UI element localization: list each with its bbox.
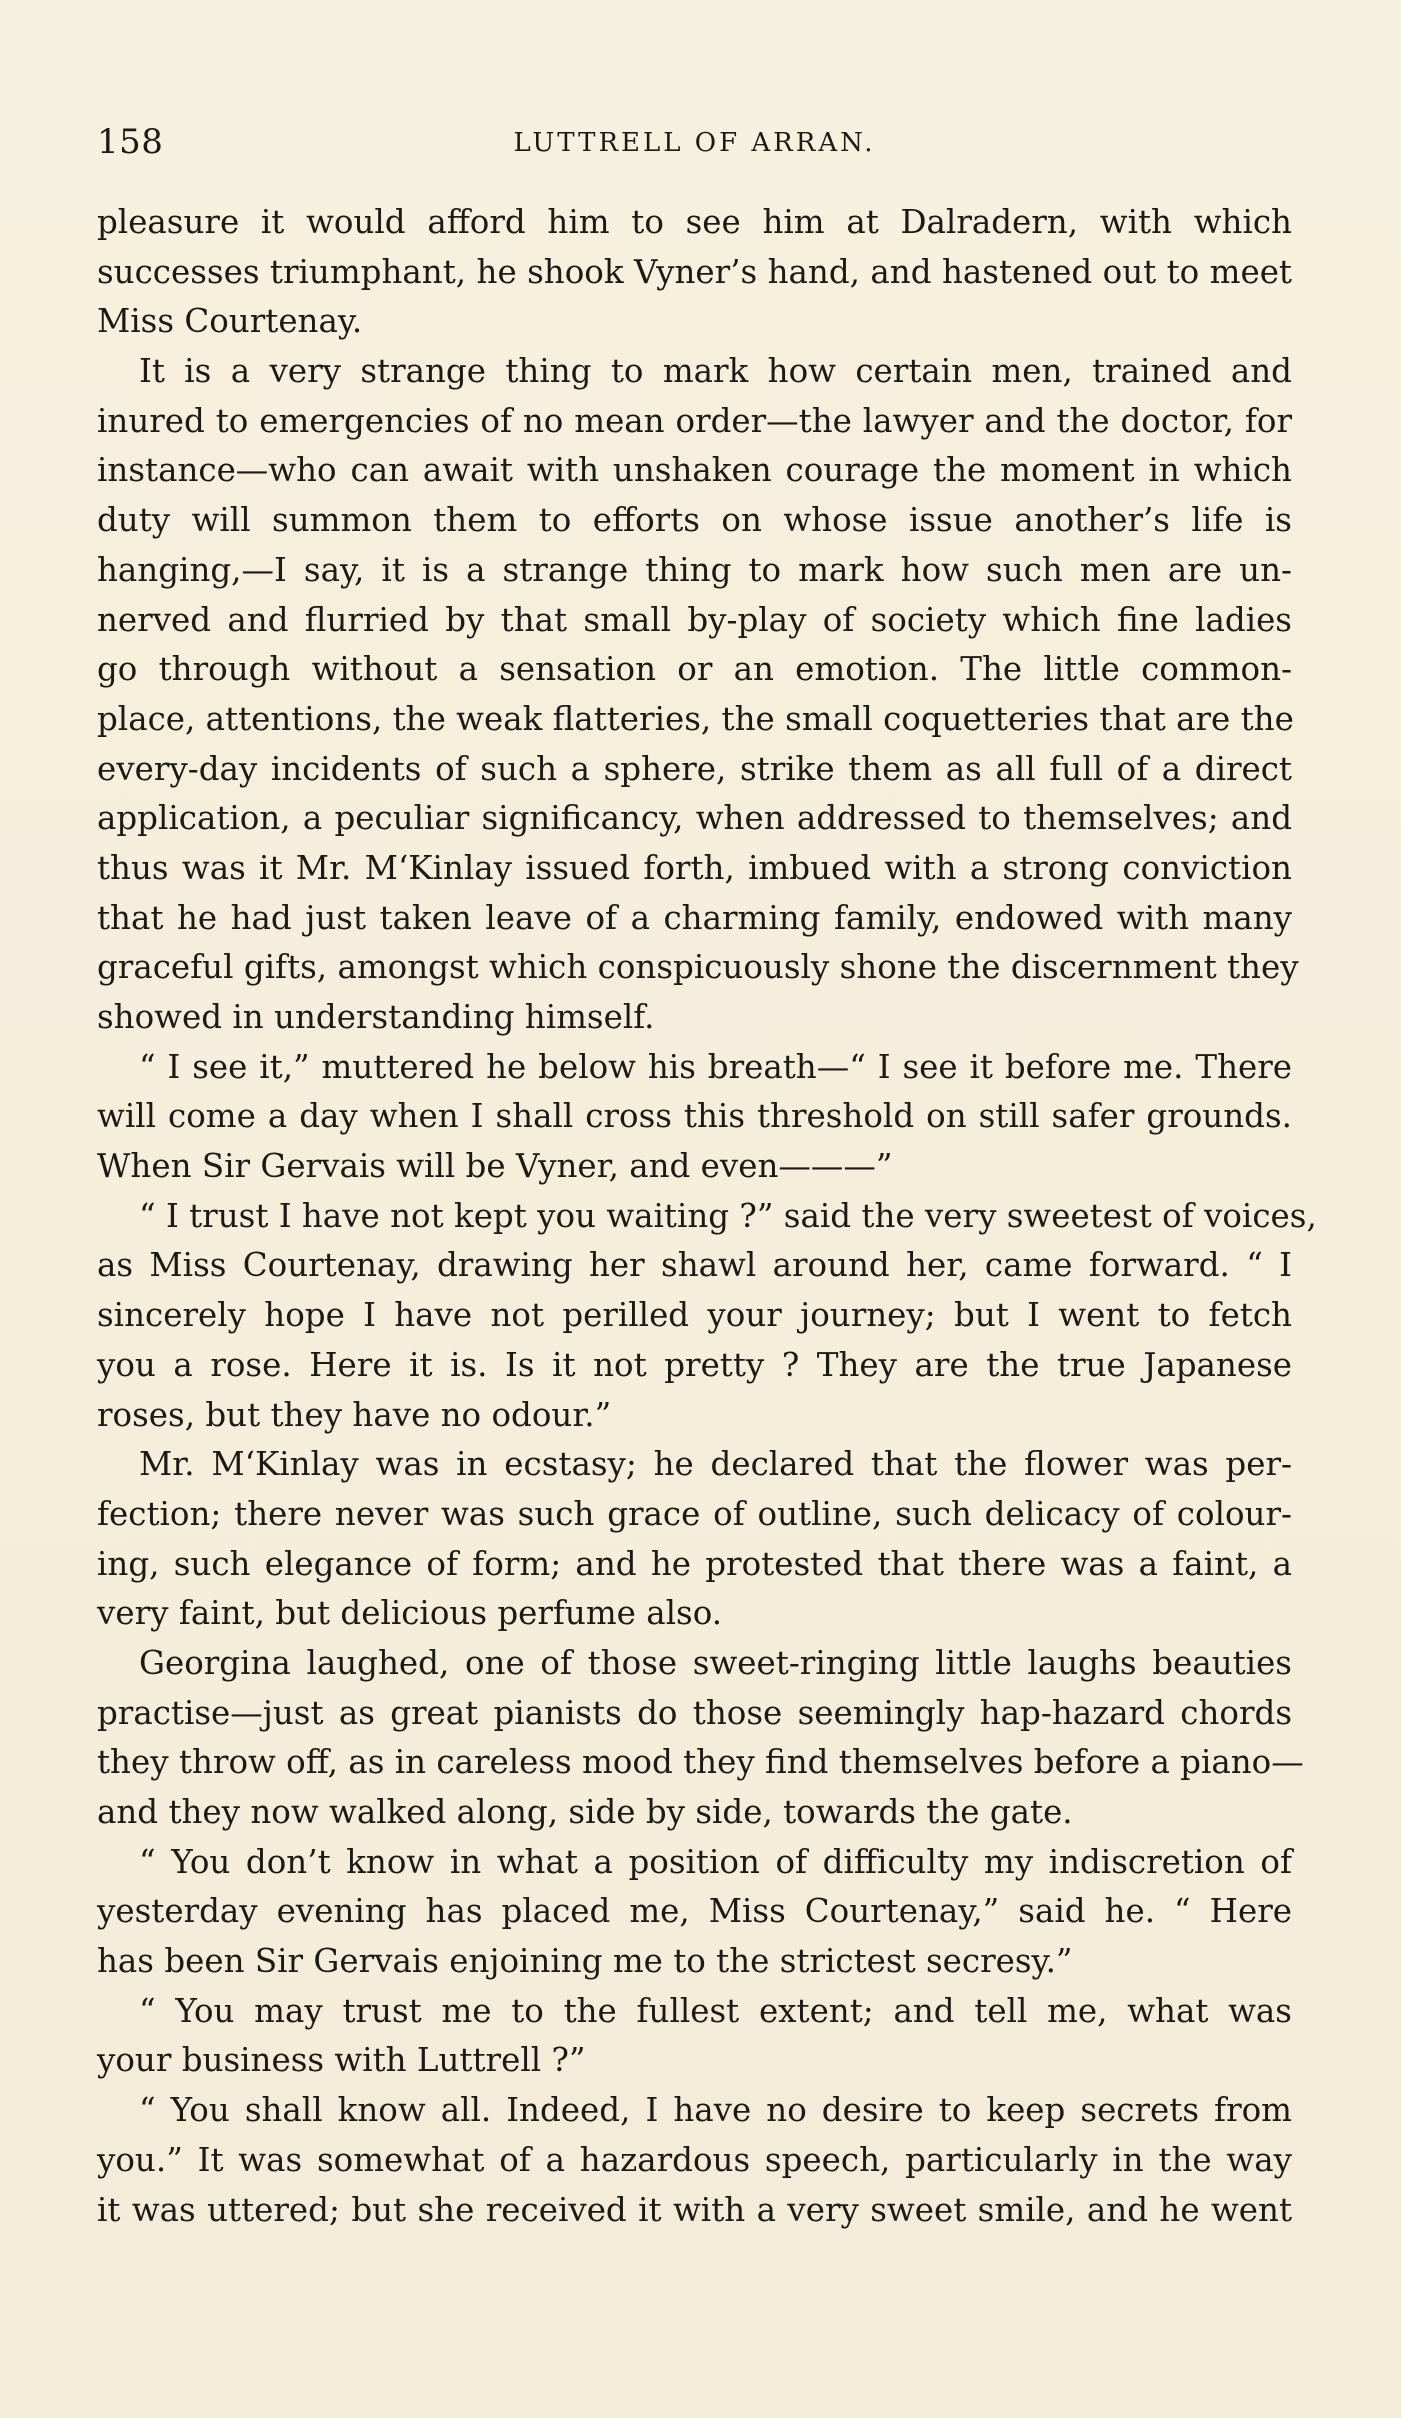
text-line: every-day incidents of such a sphere, strike them as all full of a direct: [97, 749, 1292, 788]
page-number: 158: [97, 122, 164, 162]
text-line: roses, but they have no odour.”: [97, 1395, 612, 1434]
text-line: pleasure it would afford him to see him at Dalradern, with which: [97, 203, 1292, 241]
text-line: that he had just taken leave of a charming family, endowed with many: [97, 898, 1292, 937]
body-text: [97, 198, 1317, 2235]
text-line: “ I see it,” muttered he below his breath—“ I see it before me. There: [139, 1047, 1292, 1086]
text-line: “ You don’t know in what a position of difficulty my indiscretion of: [139, 1842, 1292, 1881]
text-line: showed in understanding himself.: [97, 998, 655, 1036]
text-line: very faint, but delicious perfume also.: [97, 1594, 723, 1633]
text-line: and they now walked along, side by side, towards the gate.: [97, 1793, 1073, 1831]
text-line: you a rose. Here it is. Is it not pretty ? They are the true Japanese: [97, 1345, 1292, 1384]
text-line: they throw off, as in careless mood they find themselves before a piano—: [97, 1743, 1304, 1782]
text-line: It is a very strange thing to mark how certain men, trained and: [139, 352, 1292, 391]
text-line: thus was it Mr. M‘Kinlay issued forth, imbued with a strong conviction: [97, 848, 1292, 887]
text-line: Georgina laughed, one of those sweet-ringing little laughs beauties: [139, 1643, 1292, 1682]
text-line: place, attentions, the weak flatteries, the small coquetteries that are the: [97, 699, 1294, 738]
text-line: hanging,—I say, it is a strange thing to mark how such men are un-: [97, 550, 1292, 589]
text-line: yesterday evening has placed me, Miss Courtenay,” said he. “ Here: [97, 1892, 1292, 1931]
text-line: practise—just as great pianists do those seemingly hap-hazard chords: [97, 1693, 1292, 1732]
text-line: successes triumphant, he shook Vyner’s hand, and hastened out to meet: [97, 252, 1292, 291]
text-line: Mr. M‘Kinlay was in ecstasy; he declared that the flower was per-: [139, 1445, 1292, 1484]
text-line: sincerely hope I have not perilled your journey; but I went to fetch: [97, 1296, 1292, 1335]
text-line: “ You shall know all. Indeed, I have no desire to keep secrets from: [139, 2091, 1292, 2130]
text-line: When Sir Gervais will be Vyner, and even———”: [97, 1147, 893, 1186]
text-line: nerved and flurried by that small by-play of society which fine ladies: [97, 600, 1292, 639]
text-line: you.” It was somewhat of a hazardous speech, particularly in the way: [97, 2140, 1292, 2179]
text-line: your business with Luttrell ?”: [97, 2041, 586, 2080]
text-line: it was uttered; but she received it with a very sweet smile, and he went: [97, 2190, 1292, 2229]
text-line: will come a day when I shall cross this threshold on still safer grounds.: [97, 1097, 1292, 1136]
text-line: as Miss Courtenay, drawing her shawl around her, came forward. “ I: [97, 1246, 1292, 1285]
text-line: ing, such elegance of form; and he protested that there was a faint, a: [97, 1544, 1292, 1583]
text-line: go through without a sensation or an emotion. The little common-: [97, 650, 1292, 689]
text-line: application, a peculiar significancy, when addressed to themselves; and: [97, 799, 1292, 838]
text-line: Miss Courtenay.: [97, 302, 363, 341]
text-line: “ You may trust me to the fullest extent; and tell me, what was: [139, 1991, 1292, 2030]
text-line: duty will summon them to efforts on whose issue another’s life is: [97, 501, 1292, 540]
text-line: inured to emergencies of no mean order—the lawyer and the doctor, for: [97, 401, 1292, 440]
text-line: instance—who can await with unshaken courage the moment in which: [97, 451, 1292, 490]
page-header: [97, 122, 1292, 168]
text-line: graceful gifts, amongst which conspicuously shone the discernment they: [97, 948, 1299, 987]
text-line: has been Sir Gervais enjoining me to the strictest secresy.”: [97, 1942, 1073, 1981]
text-line: “ I trust I have not kept you waiting ?” said the very sweetest of voices,: [139, 1196, 1317, 1235]
running-head: LUTTRELL OF ARRAN.: [513, 128, 876, 158]
text-line: fection; there never was such grace of outline, such delicacy of colour-: [97, 1494, 1292, 1533]
